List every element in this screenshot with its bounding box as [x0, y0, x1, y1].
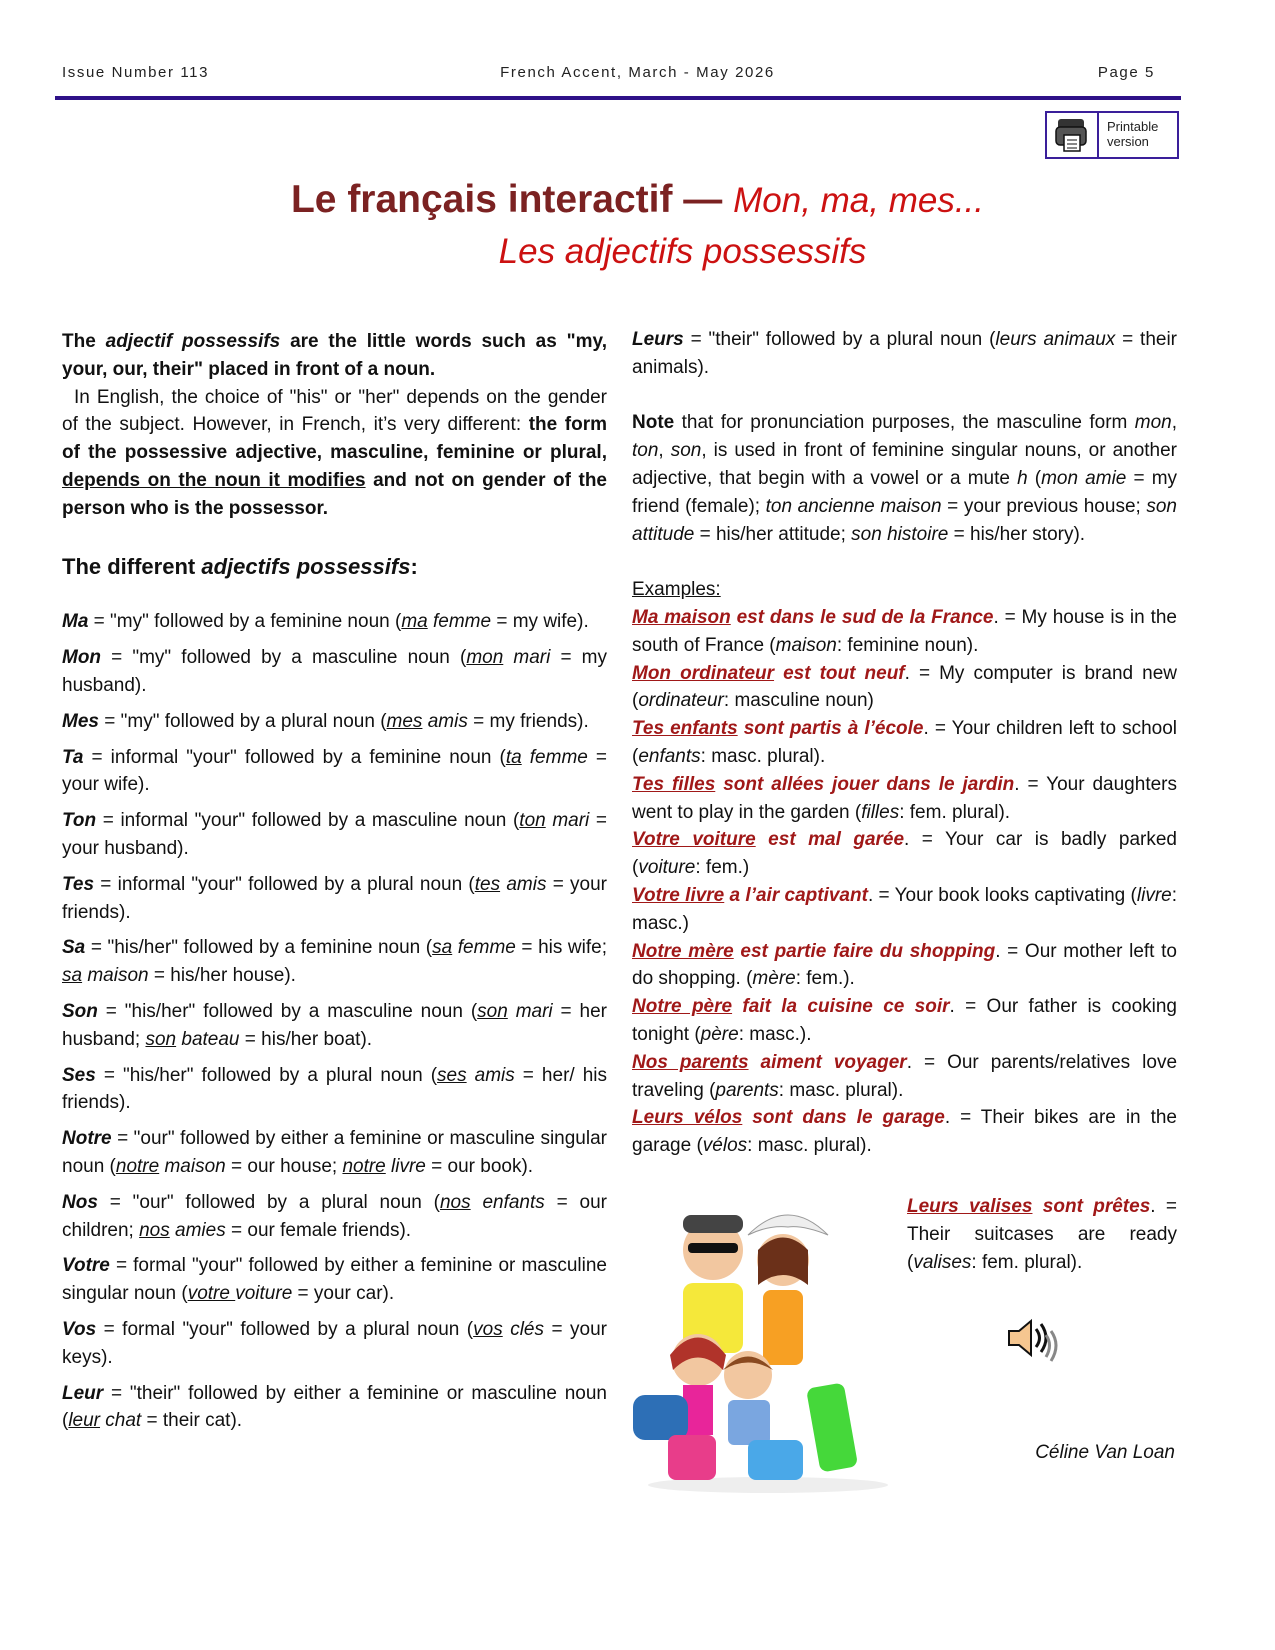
example-leurs-valises: Leurs valises sont prêtes. = Their suitcases are ready (valises: fem. plural).	[907, 1196, 1177, 1273]
example-sentence: Nos parents aiment voyager. = Our parents/relatives love traveling (parents: masc. plural).	[632, 1051, 1178, 1101]
publication-title: French Accent, March - May 2026	[500, 64, 775, 81]
page-title	[0, 176, 1275, 232]
left-column	[62, 328, 607, 1443]
entry-votre: Votre = formal "your" followed by either a feminine or masculine singular noun (votre voiture = your car).	[62, 1255, 607, 1305]
example-sentence: Leurs vélos sont dans le garage. = Their bikes are in the garage (vélos: masc. plural).	[632, 1107, 1177, 1157]
issue-number: Issue Number 113	[62, 64, 210, 81]
entry-ses: Ses = "his/her" followed by a plural noun (ses amis = her/ his friends).	[62, 1064, 607, 1114]
entry-notre: Notre = "our" followed by either a feminine or masculine singular noun (notre maison = our house; notre livre = our book).	[62, 1128, 607, 1177]
section-heading: The different adjectifs possessifs:	[62, 553, 418, 579]
printable-label: Printable version	[1107, 119, 1159, 149]
entry-tes: Tes = informal "your" followed by a plural noun (tes amis = your friends).	[62, 873, 607, 923]
header-rule	[55, 96, 1181, 100]
title-main: Le français interactif —	[290, 178, 734, 221]
right-column	[632, 326, 1177, 1160]
example-sentence: Notre mère est partie faire du shopping. = Our mother left to do shopping. (mère: fem.).	[632, 940, 1177, 990]
printer-icon	[1047, 113, 1099, 157]
title-line2: Les adjectifs possessifs	[498, 232, 867, 271]
entry-nos: Nos = "our" followed by a plural noun (nos enfants = our children; nos amies = our female friends).	[62, 1191, 607, 1241]
examples-heading: Examples:	[632, 579, 721, 601]
example-sentence: Votre voiture est mal garée. = Your car is badly parked (voiture: fem.)	[632, 829, 1177, 879]
author-signature: Céline Van Loan	[1035, 1442, 1175, 1463]
printable-version-button[interactable]	[1045, 111, 1179, 159]
entry-leur: Leur = "their" followed by either a feminine or masculine noun (leur chat = their cat).	[62, 1382, 607, 1432]
entry-sa: Sa = "his/her" followed by a feminine noun (sa femme = his wife; sa maison = his/her house).	[62, 937, 607, 987]
entry-leurs: Leurs = "their" followed by a plural noun (leurs animaux = their animals).	[632, 329, 1177, 378]
title-sub: Mon, ma, mes...	[733, 181, 985, 220]
entry-ton: Ton = informal "your" followed by a masculine noun (ton mari = your husband).	[62, 810, 607, 859]
entry-ma: Ma = "my" followed by a feminine noun (ma femme = my wife).	[62, 611, 589, 633]
entry-son: Son = "his/her" followed by a masculine noun (son mari = her husband; son bateau = his/her boat).	[62, 1000, 607, 1050]
entry-ta: Ta = informal "your" followed by a feminine noun (ta femme = your wife).	[62, 746, 607, 796]
example-sentence: Ma maison est dans le sud de la France. = My house is in the south of France (maison: feminine noun).	[632, 606, 1177, 656]
example-sentence: Mon ordinateur est tout neuf. = My computer is brand new (ordinateur: masculine noun)	[632, 662, 1177, 712]
example-sentence: Tes enfants sont partis à l’école. = Your children left to school (enfants: masc. plural).	[632, 718, 1177, 767]
intro-paragraph-1: The adjectif possessifs are the little words such as "my, your, our, their" placed in front of a noun.	[62, 331, 607, 380]
entry-mon: Mon = "my" followed by a masculine noun (mon mari = my husband).	[62, 647, 608, 696]
family-travel-illustration	[628, 1195, 908, 1495]
note-paragraph: Note that for pronunciation purposes, the masculine form mon, ton, son, is used in front of feminine singular nouns, or another adjective, that begin with a vowel or a mute h (mon amie = my friend (female); ton ancienne maison = your previous house; son attitude = his/her attitude; son histoire = his/her story).	[632, 412, 1178, 545]
entry-mes: Mes = "my" followed by a plural noun (mes amis = my friends).	[62, 710, 589, 732]
example-sentence: Notre père fait la cuisine ce soir. = Our father is cooking tonight (père: masc.).	[632, 996, 1177, 1045]
entry-vos: Vos = formal "your" followed by a plural noun (vos clés = your keys).	[62, 1318, 607, 1368]
example-sentence: Votre livre a l’air captivant. = Your book looks captivating (livre: masc.)	[632, 884, 1177, 934]
intro-paragraph-2: In English, the choice of "his" or "her" depends on the gender of the subject. However, in French, it’s very different: the form of the possessive adjective, masculine, feminine or plural, depends on the noun it modifies and not on gender of the person who is the possessor.	[62, 386, 608, 519]
audio-speaker-icon[interactable]	[1005, 1315, 1065, 1365]
page-number: Page 5	[1097, 64, 1155, 81]
example-sentence: Tes filles sont allées jouer dans le jardin. = Your daughters went to play in the garden (filles: fem. plural).	[632, 773, 1177, 823]
